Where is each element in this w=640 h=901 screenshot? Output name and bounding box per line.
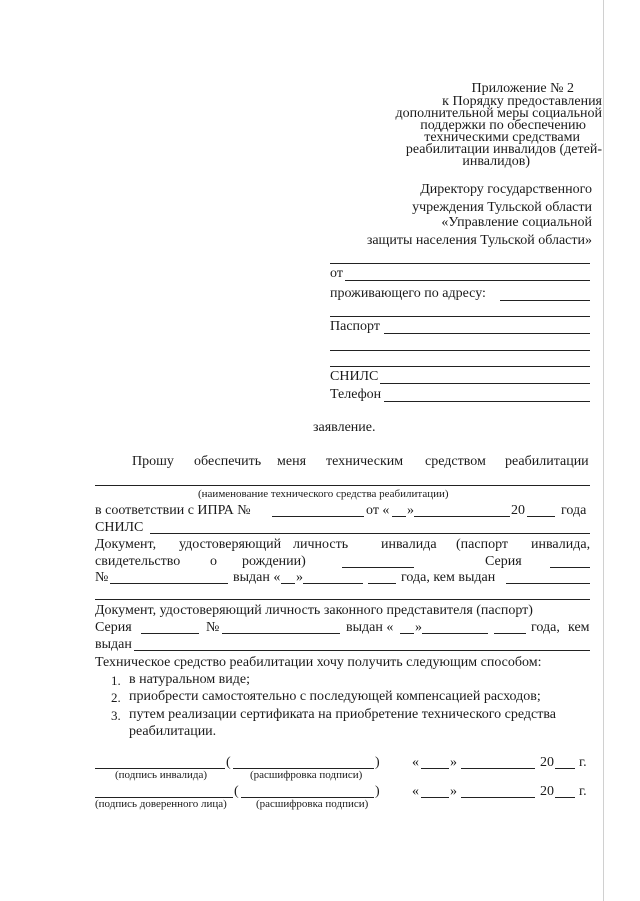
method-intro: Техническое средство реабилитации хочу получить следующим способом: xyxy=(95,655,542,670)
sig-year-suffix: г. xyxy=(579,755,587,770)
passport-field-2[interactable] xyxy=(330,350,590,351)
doc-type-field[interactable] xyxy=(342,567,414,568)
doc-word: инвалида, xyxy=(531,537,591,552)
ipra-number-field[interactable] xyxy=(272,516,364,517)
doc-word: рождении) xyxy=(242,554,306,569)
open-paren: ( xyxy=(234,784,239,799)
sig2-caption: (подпись доверенного лица) xyxy=(95,798,227,810)
rep-kem: кем xyxy=(568,620,590,635)
document-title: заявление. xyxy=(313,420,376,435)
rep-issued-label: выдан « xyxy=(346,620,394,635)
request-word: средством xyxy=(425,454,486,469)
address-field-2[interactable] xyxy=(330,316,590,317)
sig-day-field[interactable] xyxy=(421,797,449,798)
sig-year-label: 20 xyxy=(540,755,554,770)
number-label: № xyxy=(95,570,109,585)
addressee-line: защиты населения Тульской области» xyxy=(366,233,592,248)
issued-quote: » xyxy=(296,570,303,585)
ipra-year-suffix: года xyxy=(561,503,587,518)
close-paren: ) xyxy=(375,784,380,799)
quote-open: « xyxy=(412,784,419,799)
rep-issued-suffix: года, xyxy=(531,620,560,635)
body-snils-field[interactable] xyxy=(150,533,590,534)
rep-series-label: Серия xyxy=(95,620,132,635)
snils-field[interactable] xyxy=(380,383,590,384)
rep-series-field[interactable] xyxy=(141,633,199,634)
open-paren: ( xyxy=(226,755,231,770)
issued-month-field[interactable] xyxy=(303,583,363,584)
quote-close: » xyxy=(450,755,457,770)
appendix-line: поддержки по обеспечению xyxy=(420,118,586,133)
quote-open: « xyxy=(412,755,419,770)
ipra-year-label: 20 xyxy=(511,503,525,518)
address-field[interactable] xyxy=(500,300,590,301)
page-edge xyxy=(603,0,604,901)
addressee-line: «Управление социальной xyxy=(441,215,592,230)
option-number: 2. xyxy=(111,690,121,705)
phone-field[interactable] xyxy=(384,401,590,402)
ipra-quote: » xyxy=(407,503,414,518)
series-label: Серия xyxy=(485,554,522,569)
doc-word: Документ, xyxy=(95,537,157,552)
ipra-month-field[interactable] xyxy=(414,516,510,517)
rep-issued-year-field[interactable] xyxy=(494,633,526,634)
ipra-day-field[interactable] xyxy=(392,516,406,517)
issued-by-field-2[interactable] xyxy=(95,599,590,600)
request-word: обеспечить xyxy=(194,454,262,469)
snils-label: СНИЛС xyxy=(330,369,379,384)
sig2-decode-caption: (расшифровка подписи) xyxy=(256,798,369,810)
address-label: проживающего по адресу: xyxy=(330,286,486,301)
issued-year-field[interactable] xyxy=(368,583,396,584)
quote-close: » xyxy=(450,784,457,799)
appendix-line: реабилитации инвалидов (детей- xyxy=(405,142,602,157)
ipra-from-label: от « xyxy=(366,503,390,518)
phone-label: Телефон xyxy=(330,387,382,402)
rep-doc-label: Документ, удостоверяющий личность законного представителя (паспорт) xyxy=(95,603,533,618)
option-number: 3. xyxy=(111,708,121,723)
request-word: техническим xyxy=(326,454,404,469)
issued-by-field[interactable] xyxy=(506,583,590,584)
option-text-cont: реабилитации. xyxy=(129,724,217,739)
doc-word: о xyxy=(210,554,217,569)
sig-year-suffix: г. xyxy=(579,784,587,799)
sig-year-field[interactable] xyxy=(555,768,575,769)
addressee-line: Директору государственного xyxy=(420,182,592,197)
sig-year-label: 20 xyxy=(540,784,554,799)
blank-line[interactable] xyxy=(330,263,590,264)
issued-label: выдан « xyxy=(233,570,281,585)
option-text: путем реализации сертификата на приобретение технического средства xyxy=(129,707,556,722)
issued-suffix: года, кем выдан xyxy=(401,570,496,585)
body-snils-label: СНИЛС xyxy=(95,520,144,535)
appendix-line: инвалидов) xyxy=(462,154,530,169)
doc-word: личность xyxy=(293,537,349,552)
doc-word: инвалида xyxy=(381,537,437,552)
sig1-decode-caption: (расшифровка подписи) xyxy=(250,769,363,781)
request-word: реабилитации xyxy=(505,454,589,469)
option-number: 1. xyxy=(111,673,121,688)
passport-field[interactable] xyxy=(384,333,590,334)
option-text: в натуральном виде; xyxy=(129,672,251,687)
rep-issued-month-field[interactable] xyxy=(422,633,488,634)
rep-issued-word: выдан xyxy=(95,637,132,652)
rep-issued-quote: » xyxy=(415,620,422,635)
sig-year-field[interactable] xyxy=(555,797,575,798)
passport-label: Паспорт xyxy=(330,319,380,334)
passport-field-3[interactable] xyxy=(330,366,590,367)
request-word: меня xyxy=(277,454,307,469)
number-field[interactable] xyxy=(110,583,228,584)
request-word: Прошу xyxy=(132,454,174,469)
tsr-caption: (наименование технического средства реабилитации) xyxy=(198,488,449,500)
ipra-label: в соответствии с ИПРА № xyxy=(95,503,251,518)
option-text: приобрести самостоятельно с последующей компенсацией расходов; xyxy=(129,689,541,704)
rep-number-label: № xyxy=(206,620,220,635)
appendix-line: к Порядку предоставления xyxy=(442,94,602,109)
sig-day-field[interactable] xyxy=(421,768,449,769)
rep-number-field[interactable] xyxy=(222,633,340,634)
from-field[interactable] xyxy=(345,280,590,281)
doc-word: удостоверяющий xyxy=(179,537,282,552)
doc-word: (паспорт xyxy=(456,537,509,552)
appendix-line: Приложение № 2 xyxy=(471,81,574,96)
issued-day-field[interactable] xyxy=(281,583,295,584)
from-label: от xyxy=(330,266,343,281)
sig-month-field[interactable] xyxy=(461,797,535,798)
sig1-caption: (подпись инвалида) xyxy=(115,769,208,781)
tsr-name-field[interactable] xyxy=(95,485,590,486)
rep-issued-day-field[interactable] xyxy=(400,633,414,634)
appendix-line: дополнительной меры социальной xyxy=(395,106,602,121)
ipra-year-field[interactable] xyxy=(527,516,555,517)
sig-month-field[interactable] xyxy=(461,768,535,769)
doc-word: свидетельство xyxy=(95,554,181,569)
series-field[interactable] xyxy=(550,567,590,568)
close-paren: ) xyxy=(375,755,380,770)
addressee-line: учреждения Тульской области xyxy=(412,200,592,215)
rep-issued-by-field[interactable] xyxy=(134,650,590,651)
appendix-line: техническими средствами xyxy=(424,130,580,145)
